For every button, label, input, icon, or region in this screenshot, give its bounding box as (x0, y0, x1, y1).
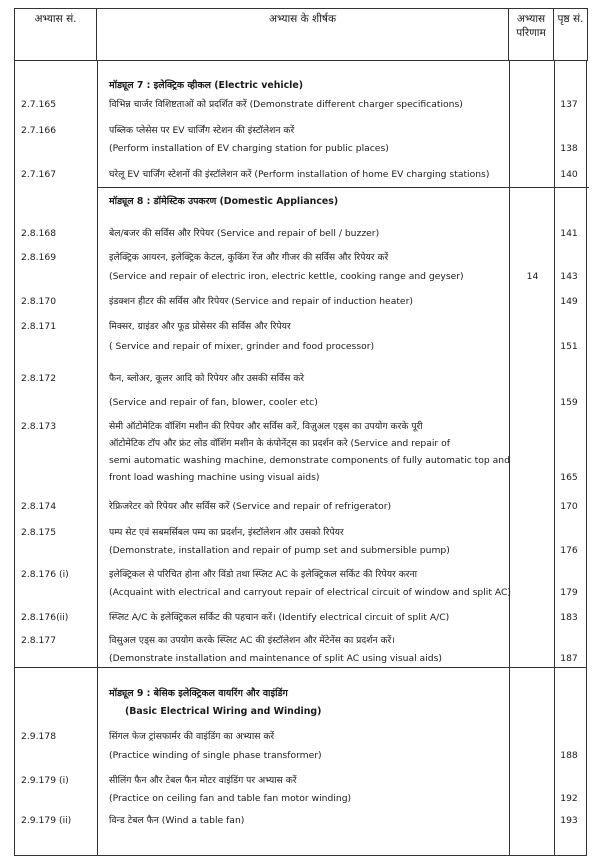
page-number: 176 (560, 545, 578, 556)
header-page-no: पृष्ठ सं. (554, 9, 588, 61)
exercise-number: 2.8.177 (21, 635, 57, 646)
header-exercise-no: अभ्यास सं. (15, 9, 97, 61)
exercise-number: 2.8.173 (21, 421, 57, 432)
exercise-number: 2.8.176(ii) (21, 612, 69, 623)
exercise-number: 2.7.165 (21, 99, 57, 110)
exercise-title-line: ऑटोमेटिक टॉप और फ्रंट लोड वॉशिंग मशीन के कंपोनेंट्स का प्रदर्शन करे (Service and repair of (109, 438, 450, 449)
exercise-title-line: सिंगल फेज ट्रांसफार्मर की वाइंडिंग का अभ्यास करें (109, 731, 275, 742)
exercise-title-line: पम्प सेट एवं सबमर्सिबल पम्प का प्रदर्शन, इंस्टॉलेशन और उसको रिपेयर (109, 527, 344, 538)
exercise-title-line: विसुअल एड्स का उपयोग करके स्प्लिट AC की इंस्टॉलेशन और मेंटेनेंस का प्रदर्शन करें। (109, 635, 395, 646)
exercise-number: 2.8.176 (i) (21, 569, 69, 580)
page-number: 170 (560, 501, 578, 512)
module-title: मॉड्यूल 8 : डॉमेस्टिक उपकरण (Domestic Appliances) (109, 196, 339, 207)
page-number: 141 (560, 228, 578, 239)
exercise-title-line: front load washing machine using visual aids) (109, 472, 320, 483)
exercise-title-line: (Service and repair of fan, blower, cooler etc) (109, 397, 318, 408)
exercise-number: 2.8.175 (21, 527, 57, 538)
exercise-number: 2.7.166 (21, 125, 57, 136)
exercise-title-line: सीलिंग फैन और टेबल फैन मोटर वाइंडिंग पर अभ्यास करें (109, 775, 297, 786)
page-number: 188 (560, 750, 578, 761)
section-module-9 (14, 668, 587, 856)
exercise-number: 2.8.169 (21, 252, 57, 263)
exercise-number: 2.7.167 (21, 169, 57, 180)
exercise-title-line: इलेक्ट्रिक आयरन, इलेक्ट्रिक केटल, कुकिंग रेंज और गीजर की सर्विस और रिपेयर करें (109, 252, 389, 263)
page-number: 183 (560, 612, 578, 623)
exercise-title-line: (Perform installation of EV charging station for public places) (109, 143, 389, 154)
page-number: 159 (560, 397, 578, 408)
header-outcome-line2: परिणाम (516, 27, 546, 39)
exercise-title-line: semi automatic washing machine, demonstrate components of fully automatic top and (109, 455, 510, 466)
exercise-title-line: बेल/बजर की सर्विस और रिपेयर (Service and repair of bell / buzzer) (109, 228, 380, 239)
exercise-title-line: (Demonstrate, installation and repair of pump set and submersible pump) (109, 545, 450, 556)
exercise-title-line: ( Service and repair of mixer, grinder and food processor) (109, 341, 375, 352)
exercise-number: 2.8.171 (21, 321, 57, 332)
exercise-title-line: (Demonstrate installation and maintenance of split AC using visual aids) (109, 653, 442, 664)
exercise-number: 2.9.178 (21, 731, 57, 742)
contents-table (14, 8, 587, 858)
module-title-en: (Basic Electrical Wiring and Winding) (125, 706, 322, 717)
page-number: 149 (560, 296, 578, 307)
page-number: 179 (560, 587, 578, 598)
header-outcome-line1: अभ्यास (516, 13, 546, 25)
page-number: 151 (560, 341, 578, 352)
table-header (14, 8, 588, 61)
page-number: 193 (560, 815, 578, 826)
page-number: 143 (560, 271, 578, 282)
exercise-number: 2.9.179 (i) (21, 775, 69, 786)
exercise-title-line: (Service and repair of electric iron, electric kettle, cooking range and geyser) (109, 271, 464, 282)
exercise-title-line: (Acquaint with electrical and carryout repair of electrical circuit of window and split AC) (109, 587, 512, 598)
page-number: 137 (560, 99, 578, 110)
exercise-title-line: मिक्सर, ग्राइंडर और फूड प्रोसेसर की सर्विस और रिपेयर (109, 321, 291, 332)
page-number: 165 (560, 472, 578, 483)
module-title: मॉड्यूल 7 : इलेक्ट्रिक व्हीकल (Electric vehicle) (109, 80, 303, 91)
exercise-title-line: विन्ड टेबल फैन (Wind a table fan) (109, 815, 245, 826)
exercise-number: 2.8.172 (21, 373, 57, 384)
exercise-number: 2.8.168 (21, 228, 57, 239)
page-number: 140 (560, 169, 578, 180)
exercise-title-line: रेफ्रिजरेटर को रिपेयर और सर्विस करें (Service and repair of refrigerator) (109, 501, 392, 512)
exercise-number: 2.8.170 (21, 296, 57, 307)
exercise-outcome: 14 (526, 271, 539, 282)
header-exercise-title: अभ्यास के शीर्षक (97, 9, 509, 61)
exercise-title-line: घरेलू EV चार्जिंग स्टेशनों की इंस्टॉलेशन करें (Perform installation of home EV charging stations) (109, 169, 490, 180)
exercise-title-line: इलेक्ट्रिकल से परिचित होना और विंडो तथा स्प्लिट AC के इलेक्ट्रिकल सर्किट की रिपेयर करना (109, 569, 417, 580)
exercise-number: 2.8.174 (21, 501, 57, 512)
exercise-title-line: स्प्लिट A/C के इलेक्ट्रिकल सर्किट की पहचान करें। (Identify electrical circuit of split A/C) (109, 612, 450, 623)
exercise-title-line: पब्लिक प्लेसेस पर EV चार्जिंग स्टेशन की इंस्टॉलेशन करें (109, 125, 295, 136)
exercise-title-line: इंडक्शन हीटर की सर्विस और रिपेयर (Service and repair of induction heater) (109, 296, 413, 307)
section-modules-7-8 (14, 60, 587, 668)
exercise-number: 2.9.179 (ii) (21, 815, 72, 826)
exercise-title-line: (Practice winding of single phase transformer) (109, 750, 322, 761)
exercise-title-line: (Practice on ceiling fan and table fan motor winding) (109, 793, 352, 804)
exercise-title-line: फैन, ब्लोअर, कूलर आदि को रिपेयर और उसकी सर्विस करे (109, 373, 305, 384)
page-number: 187 (560, 653, 578, 664)
page-number: 138 (560, 143, 578, 154)
header-outcome (509, 9, 554, 61)
page-number: 192 (560, 793, 578, 804)
exercise-title-line: सेमी ऑटोमेटिक वॉशिंग मशीन की रिपेयर और सर्विस करें, विज़ुअल एड्स का उपयोग करके पूरी (109, 421, 423, 432)
module-title: मॉड्यूल 9 : बेसिक इलेक्ट्रिकल वायरिंग और वाइंडिंग (109, 688, 288, 699)
exercise-title-line: विभिन्न चार्जर विशिष्टताओं को प्रदर्शित करें (Demonstrate different charger specifications) (109, 99, 463, 110)
